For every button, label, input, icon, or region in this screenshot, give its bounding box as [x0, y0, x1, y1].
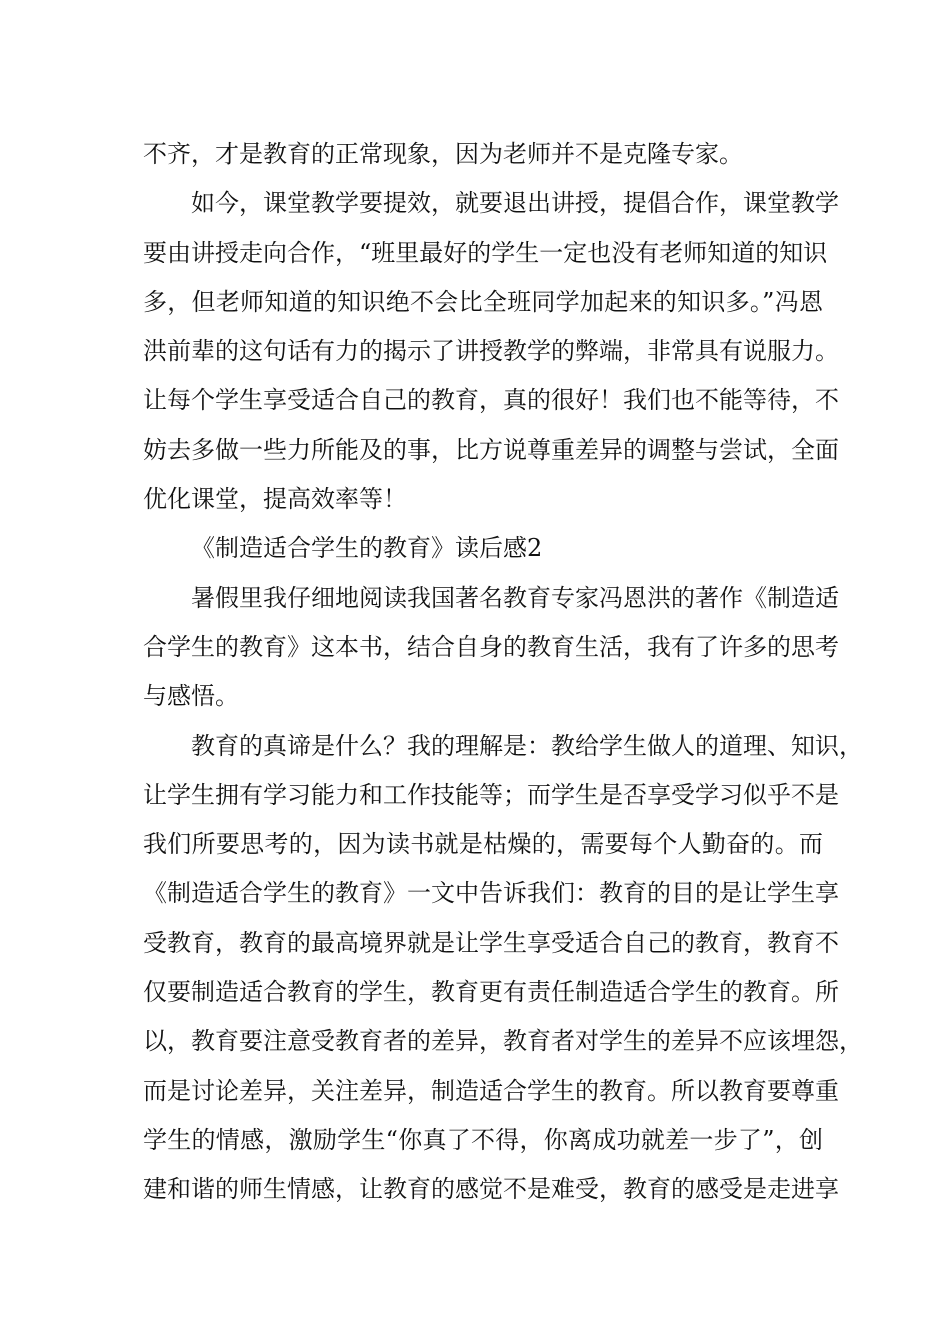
text-line: 而是讨论差异，关注差异，制造适合学生的教育。所以教育要尊重 [143, 1076, 839, 1105]
text-line: 如今，课堂教学要提效，就要退出讲授，提倡合作，课堂教学 [191, 189, 839, 218]
text-line: 以，教育要注意受教育者的差异，教育者对学生的差异不应该埋怨， [143, 1027, 863, 1056]
text-line: 受教育，教育的最高境界就是让学生享受适合自己的教育，教育不 [143, 928, 839, 957]
text-line: 让每个学生享受适合自己的教育，真的很好！我们也不能等待，不 [143, 386, 839, 415]
text-line: 洪前辈的这句话有力的揭示了讲授教学的弊端，非常具有说服力。 [143, 337, 839, 366]
text-line: 我们所要思考的，因为读书就是枯燥的，需要每个人勤奋的。而 [143, 830, 823, 859]
text-line: 仅要制造适合教育的学生，教育更有责任制造适合学生的教育。所 [143, 978, 839, 1007]
text-line: 妨去多做一些力所能及的事，比方说尊重差异的调整与尝试，全面 [143, 435, 839, 464]
text-line: 《制造适合学生的教育》一文中告诉我们：教育的目的是让学生享 [143, 879, 839, 908]
text-line: 学生的情感，激励学生“你真了不得，你离成功就差一步了”，创 [143, 1125, 823, 1154]
text-line: 暑假里我仔细地阅读我国著名教育专家冯恩洪的著作《制造适 [191, 583, 839, 612]
text-line: 让学生拥有学习能力和工作技能等；而学生是否享受学习似乎不是 [143, 780, 839, 809]
document-body [143, 130, 863, 1215]
text-line: 《制造适合学生的教育》读后感2 [191, 534, 543, 563]
text-line: 不齐，才是教育的正常现象，因为老师并不是克隆专家。 [143, 140, 743, 168]
text-line: 建和谐的师生情感，让教育的感觉不是难受，教育的感受是走进享 [143, 1175, 839, 1204]
text-line: 多，但老师知道的知识绝不会比全班同学加起来的知识多。”冯恩 [143, 287, 823, 316]
text-line: 教育的真谛是什么？我的理解是：教给学生做人的道理、知识， [191, 731, 863, 760]
text-line: 合学生的教育》这本书，结合自身的教育生活，我有了许多的思考 [143, 632, 839, 661]
text-line: 与感悟。 [143, 682, 239, 711]
text-line: 要由讲授走向合作，“班里最好的学生一定也没有老师知道的知识 [143, 238, 828, 267]
text-line: 优化课堂，提高效率等！ [143, 485, 407, 514]
